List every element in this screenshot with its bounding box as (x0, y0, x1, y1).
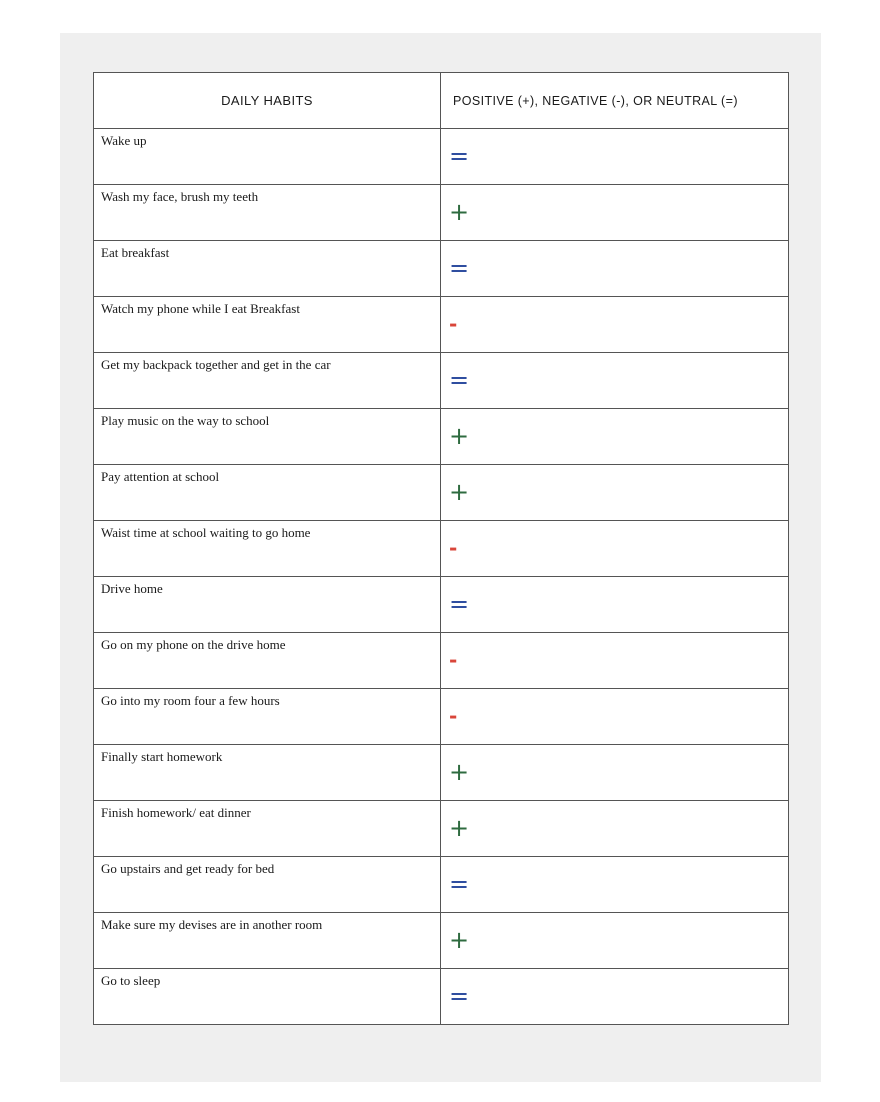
positive-rating-symbol: + (449, 422, 470, 450)
rating-cell (441, 521, 789, 577)
habit-cell: Pay attention at school (94, 465, 441, 521)
table-row (94, 857, 789, 913)
negative-rating-symbol: - (449, 703, 458, 728)
habit-cell: Finish homework/ eat dinner (94, 801, 441, 857)
habit-cell: Go to sleep (94, 969, 441, 1025)
habits-table (93, 72, 789, 1025)
habit-cell: Eat breakfast (94, 241, 441, 297)
habit-cell: Watch my phone while I eat Breakfast (94, 297, 441, 353)
table-row (94, 745, 789, 801)
rating-cell (441, 353, 789, 409)
table-row (94, 913, 789, 969)
rating-cell (441, 129, 789, 185)
table-row (94, 241, 789, 297)
table-row (94, 801, 789, 857)
table-header-row (94, 73, 789, 129)
neutral-rating-symbol: = (449, 982, 470, 1010)
rating-cell (441, 577, 789, 633)
positive-rating-symbol: + (449, 814, 470, 842)
rating-cell (441, 857, 789, 913)
neutral-rating-symbol: = (449, 366, 470, 394)
positive-rating-symbol: + (449, 758, 470, 786)
table-row (94, 521, 789, 577)
habit-cell: Go into my room four a few hours (94, 689, 441, 745)
habit-cell: Wake up (94, 129, 441, 185)
habit-cell: Go upstairs and get ready for bed (94, 857, 441, 913)
neutral-rating-symbol: = (449, 142, 470, 170)
habit-rows (94, 129, 789, 1025)
rating-cell (441, 745, 789, 801)
negative-rating-symbol: - (449, 647, 458, 672)
habit-cell: Go on my phone on the drive home (94, 633, 441, 689)
neutral-rating-symbol: = (449, 254, 470, 282)
habit-cell: Get my backpack together and get in the car (94, 353, 441, 409)
rating-header: POSITIVE (+), NEGATIVE (-), OR NEUTRAL (=) (441, 73, 789, 129)
table-row (94, 689, 789, 745)
neutral-rating-symbol: = (449, 590, 470, 618)
positive-rating-symbol: + (449, 926, 470, 954)
rating-cell (441, 689, 789, 745)
rating-cell (441, 633, 789, 689)
rating-cell (441, 801, 789, 857)
rating-cell (441, 409, 789, 465)
habit-cell: Waist time at school waiting to go home (94, 521, 441, 577)
table-row (94, 185, 789, 241)
rating-cell (441, 969, 789, 1025)
table-row (94, 633, 789, 689)
rating-cell (441, 185, 789, 241)
habit-cell: Wash my face, brush my teeth (94, 185, 441, 241)
table-row (94, 353, 789, 409)
habit-cell: Drive home (94, 577, 441, 633)
table-row (94, 465, 789, 521)
habit-cell: Play music on the way to school (94, 409, 441, 465)
rating-cell (441, 465, 789, 521)
table-row (94, 129, 789, 185)
positive-rating-symbol: + (449, 478, 470, 506)
positive-rating-symbol: + (449, 198, 470, 226)
rating-cell (441, 913, 789, 969)
habit-cell: Make sure my devises are in another room (94, 913, 441, 969)
table-row (94, 297, 789, 353)
rating-cell (441, 241, 789, 297)
habit-cell: Finally start homework (94, 745, 441, 801)
table-row (94, 969, 789, 1025)
table-row (94, 577, 789, 633)
daily-habits-header: DAILY HABITS (94, 73, 441, 129)
rating-cell (441, 297, 789, 353)
negative-rating-symbol: - (449, 535, 458, 560)
table-row (94, 409, 789, 465)
negative-rating-symbol: - (449, 311, 458, 336)
neutral-rating-symbol: = (449, 870, 470, 898)
